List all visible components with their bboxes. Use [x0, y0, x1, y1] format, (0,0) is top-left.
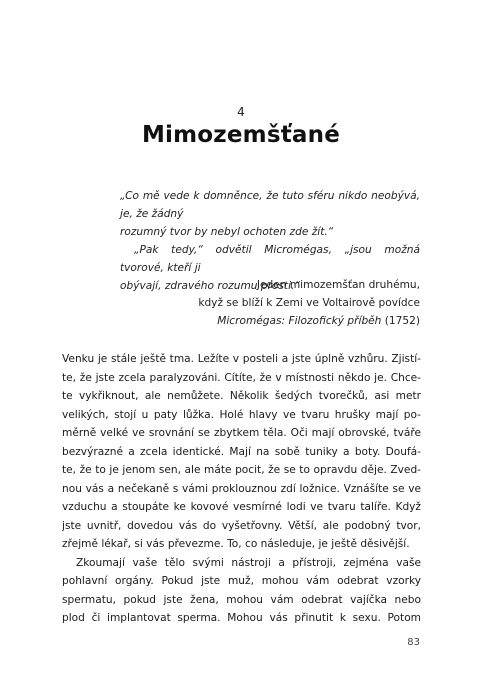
body-line: Zkoumají vaše tělo svými nástroji a přístroji, zejména vaše [76, 556, 421, 569]
attribution-line: Jeden mimozemšťan druhému, [256, 279, 420, 291]
page-number: 83 [407, 637, 420, 648]
body-line: te, že to je jenom sen, ale máte pocit, že se to opravdu děje. Zved- [62, 464, 421, 476]
epigraph-line: obývají, zdravého rozumu prosti.“ [120, 280, 300, 292]
attribution-line: když se blíží k Zemi ve Voltairově povídce [198, 297, 420, 309]
body-line: Venku je stále ještě tma. Ležíte v posteli a jste úplně vzhůru. Zjistí- [62, 353, 421, 365]
body-line: te vykřiknout, ale nemůžete. Několik šedých tvorečků, asi metr [62, 390, 421, 402]
body-line: zřejmě lékař, si vás převezme. To, co následuje, je ještě děsivější. [62, 538, 410, 550]
work-year: (1752) [381, 315, 420, 327]
epigraph-line: „Co mě vede k domněnce, že tuto sféru nikdo neobývá, je, že žádný [120, 190, 420, 220]
attribution-source [120, 312, 420, 330]
body-line: měrně velké ve srovnání se zbytkem těla. Oči mají obrovské, tváře [62, 427, 421, 439]
body-line: vzduchu a stoupáte ke kovové vesmírné lodi ve tvaru talíře. Když [62, 501, 421, 513]
work-title: Micromégas: Filozofický příběh [217, 315, 382, 327]
epigraph-line: „Pak tedy,“ odvětil Micromégas, „jsou možná tvorové, kteří ji [120, 244, 420, 274]
body-line: pohlavní orgány. Pokud jste muž, mohou vám odebrat vzorky [62, 575, 421, 587]
body-line: bezvýrazné a zcela identické. Mají na sobě tuniky a boty. Doufá- [62, 445, 421, 458]
epigraph-attribution [120, 276, 420, 330]
body-line: velikých, stojí u paty lůžka. Holé hlavy ve tvaru hrušky mají po- [62, 408, 421, 421]
epigraph-line: rozumný tvor by nebyl ochoten zde žít.“ [120, 226, 334, 238]
body-line: nou vás a nečekaně s vámi proklouznou zdí ložnice. Vznášíte se ve [62, 482, 421, 495]
body-line: spermatu, pokud jste žena, mohou vám odebrat vajíčka nebo [62, 593, 421, 606]
body-line: jste uvnitř, dovedou vás do vyšetřovny. Větší, ale podobný tvor, [62, 519, 421, 532]
chapter-number: 4 [237, 105, 245, 119]
body-text [62, 350, 421, 628]
body-line: plod či implantovat sperma. Mohou vás přinutit k sexu. Potom [62, 612, 421, 624]
body-line: te, že jste zcela paralyzováni. Cítíte, že v místnosti někdo je. Chce- [62, 371, 421, 384]
chapter-title: Mimozemšťané [141, 122, 341, 148]
